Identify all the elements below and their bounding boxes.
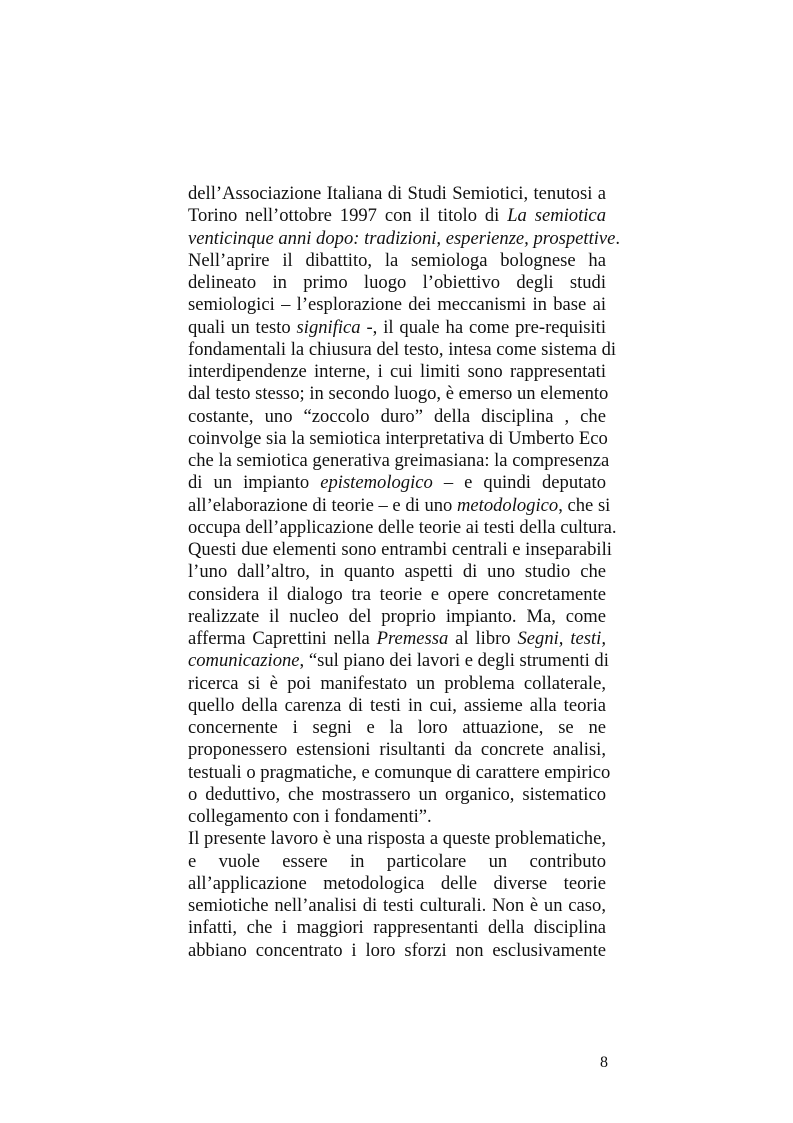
- text-line-24: quello della carenza di testi in cui, assieme alla teoria: [188, 694, 606, 716]
- text-line-31: e vuole essere in particolare un contributo: [188, 850, 606, 872]
- text-line-26: proponessero estensioni risultanti da concrete analisi,: [188, 739, 606, 761]
- text-line-18: l’uno dall’altro, in quanto aspetti di uno studio che: [188, 561, 606, 583]
- text-line-15: all’elaborazione di teorie – e di uno metodologico, che si: [188, 494, 611, 516]
- text-line-1: dell’Associazione Italiana di Studi Semiotici, tenutosi a: [188, 183, 606, 204]
- text-line-21: afferma Caprettini nella Premessa al libro Segni, testi,: [188, 628, 606, 649]
- text-line-22: comunicazione, “sul piano dei lavori e degli strumenti di: [188, 650, 609, 672]
- text-line-28: o deduttivo, che mostrassero un organico, sistematico: [188, 783, 606, 805]
- text-line-33: semiotiche nell’analisi di testi culturali. Non è un caso,: [188, 895, 606, 916]
- text-line-17: Questi due elementi sono entrambi centrali e inseparabili: [188, 539, 612, 560]
- text-line-9: interdipendenze interne, i cui limiti sono rappresentati: [188, 361, 606, 382]
- text-line-32: all’applicazione metodologica delle diverse teorie: [188, 872, 606, 894]
- text-line-11: costante, uno “zoccolo duro” della disciplina , che: [188, 405, 606, 427]
- text-line-13: che la semiotica generativa greimasiana: la compresenza: [188, 450, 610, 471]
- text-line-3: venticinque anni dopo: tradizioni, esperienze, prospettive.: [188, 227, 621, 249]
- text-line-2: Torino nell’ottobre 1997 con il titolo di La semiotica: [188, 205, 606, 227]
- text-line-20: realizzate il nucleo del proprio impianto. Ma, come: [188, 605, 606, 627]
- text-line-10: dal testo stesso; in secondo luogo, è emerso un elemento: [188, 383, 609, 405]
- text-line-6: semiologici – l’esplorazione dei meccanismi in base ai: [188, 294, 606, 316]
- text-line-25: concernente i segni e la loro attuazione, se ne: [188, 717, 606, 738]
- text-line-5: delineato in primo luogo l’obiettivo degli studi: [188, 272, 606, 293]
- text-line-27: testuali o pragmatiche, e comunque di carattere empirico: [188, 761, 611, 783]
- text-line-12: coinvolge sia la semiotica interpretativa di Umberto Eco: [188, 427, 608, 449]
- text-line-14: di un impianto epistemologico – e quindi deputato: [188, 472, 606, 494]
- body-text: [188, 183, 621, 962]
- text-line-16: occupa dell’applicazione delle teorie ai testi della cultura.: [188, 516, 617, 538]
- text-line-34: infatti, che i maggiori rappresentanti della disciplina: [188, 917, 606, 939]
- text-line-8: fondamentali la chiusura del testo, intesa come sistema di: [188, 338, 617, 360]
- text-line-7: quali un testo significa -, il quale ha come pre-requisiti: [188, 316, 607, 338]
- text-line-19: considera il dialogo tra teorie e opere concretamente: [188, 583, 606, 605]
- text-line-23: ricerca si è poi manifestato un problema collaterale,: [188, 672, 606, 694]
- text-line-30: Il presente lavoro è una risposta a queste problematiche,: [188, 828, 606, 850]
- text-line-29: collegamento con i fondamenti”.: [188, 806, 432, 827]
- text-line-35: abbiano concentrato i loro sforzi non esclusivamente: [188, 939, 606, 961]
- text-line-4: Nell’aprire il dibattito, la semiologa bolognese ha: [188, 249, 606, 271]
- page-number: 8: [600, 1054, 608, 1071]
